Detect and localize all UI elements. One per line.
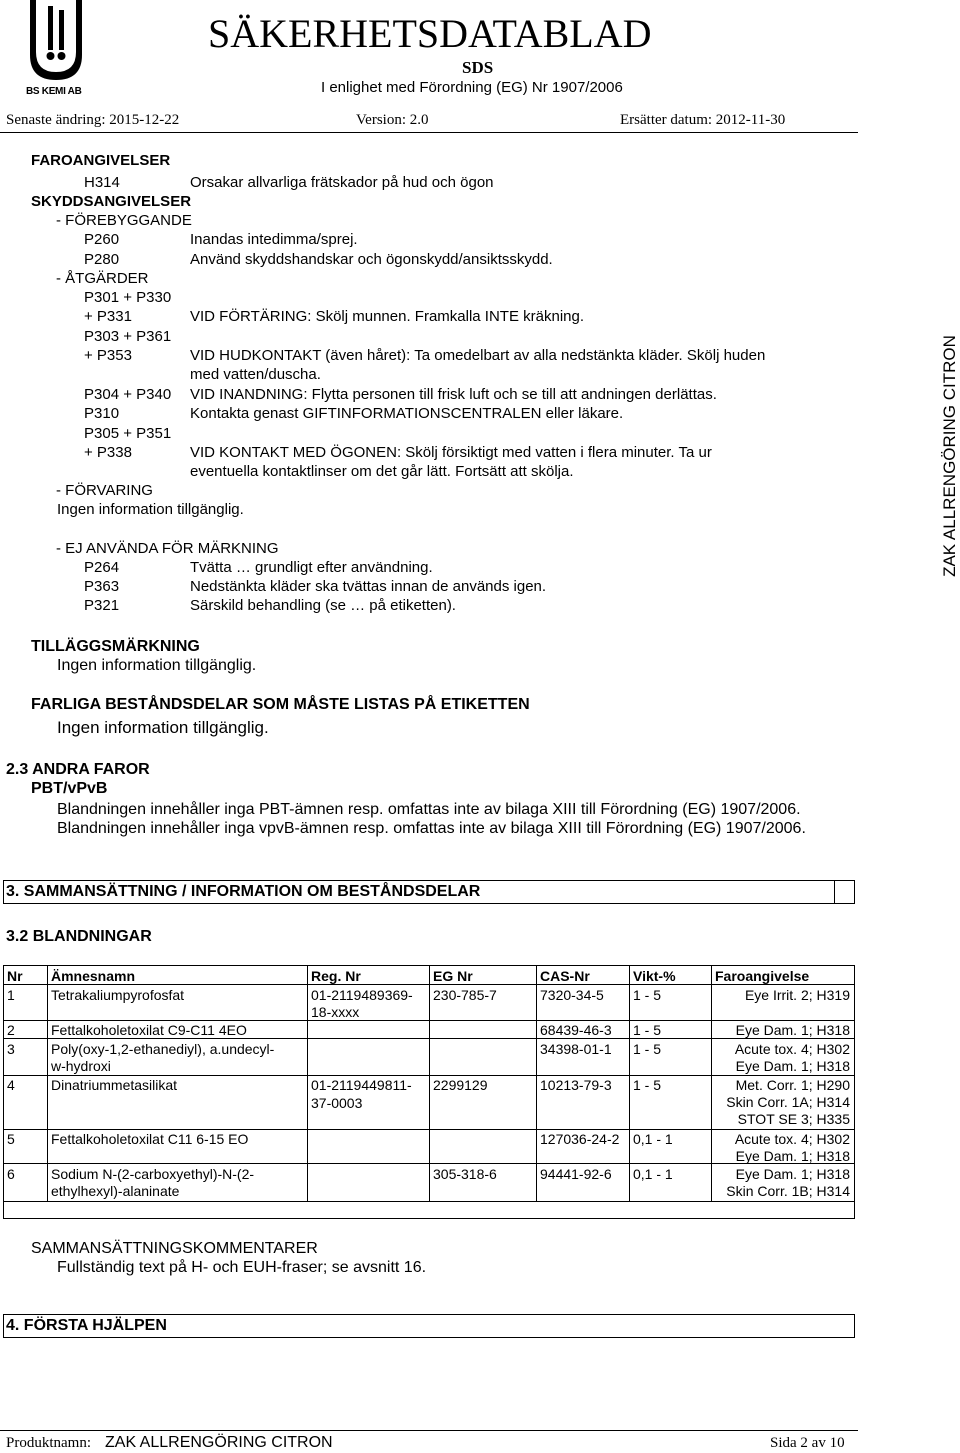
p310-text: Kontakta genast GIFTINFORMATIONSCENTRALEN eller läkare. (190, 405, 624, 422)
last-change-date: Senaste ändring: 2015-12-22 (6, 112, 180, 128)
col-header-name: Ämnesnamn (51, 968, 136, 984)
table-cell-eg: 305-318-6 (433, 1166, 497, 1182)
col-header-hazard: Faroangivelse (715, 968, 810, 984)
table-cell-cas: 34398-01-1 (540, 1041, 612, 1057)
precaution-heading: SKYDDSANGIVELSER (31, 193, 192, 210)
p303-text-1: VID HUDKONTAKT (även håret): Ta omedelbart av alla nedstänkta kläder. Skölj huden (190, 347, 766, 364)
col-header-eg: EG Nr (433, 968, 473, 984)
table-cell-nr: 5 (7, 1131, 15, 1147)
not-label-heading: - EJ ANVÄNDA FÖR MÄRKNING (56, 540, 279, 557)
p305-text-2: eventuella kontaktlinser om det går lätt. Fortsätt att skölja. (190, 463, 574, 480)
table-cell-name: Dinatriummetasilikat (51, 1077, 178, 1093)
document-title: SÄKERHETSDATABLAD (208, 11, 652, 56)
footer-rule (0, 1430, 858, 1431)
p363-code: P363 (84, 578, 120, 595)
p280-code: P280 (84, 251, 120, 268)
col-header-reg: Reg. Nr (311, 968, 361, 984)
p301-code-a: P301 + P330 (84, 289, 172, 306)
supplementary-heading: TILLÄGGSMÄRKNING (31, 638, 200, 655)
logo-graphic (26, 0, 86, 88)
table-cell-hazard: Eye Dam. 1; H318 (735, 1166, 850, 1182)
table-cell-nr: 6 (7, 1166, 15, 1182)
p303-code-b: + P353 (84, 347, 132, 364)
table-cell-reg: 01-2119449811- (311, 1077, 412, 1093)
p304-code: P304 + P340 (84, 386, 172, 403)
col-header-weight: Vikt-% (633, 968, 676, 984)
col-header-nr: Nr (7, 968, 23, 984)
table-col-rule-1 (47, 965, 48, 1202)
components-text: Ingen information tillgänglig. (57, 718, 269, 737)
table-cell-weight: 1 - 5 (633, 1077, 662, 1093)
p301-text: VID FÖRTÄRING: Skölj munnen. Framkalla INTE kräkning. (190, 308, 584, 325)
table-cell-weight: 1 - 5 (633, 1041, 662, 1057)
table-cell-name: Fettalkoholetoxilat C9-C11 4EO (51, 1022, 247, 1038)
table-cell-name: Sodium N-(2-carboxyethyl)-N-(2- (51, 1166, 255, 1182)
supplementary-text: Ingen information tillgänglig. (57, 657, 257, 674)
table-cell-nr: 3 (7, 1041, 15, 1057)
h-text: Orsakar allvarliga frätskador på hud och ögon (190, 174, 494, 191)
section-3-heading: 3. SAMMANSÄTTNING / INFORMATION OM BESTÅNDSDELAR (6, 883, 481, 900)
table-cell-weight: 1 - 5 (633, 987, 662, 1003)
replaces-date: Ersätter datum: 2012-11-30 (620, 112, 786, 128)
table-cell-weight: 1 - 5 (633, 1022, 662, 1038)
p305-code-b: + P338 (84, 444, 132, 461)
response-heading: - ÅTGÄRDER (56, 270, 149, 287)
table-cell-cas: 127036-24-2 (540, 1131, 620, 1147)
table-cell-name-cont: w-hydroxi (51, 1058, 111, 1074)
table-cell-name: Poly(oxy-1,2-ethanediyl), a.undecyl- (51, 1041, 275, 1057)
table-cell-cas: 10213-79-3 (540, 1077, 612, 1093)
p321-text: Särskild behandling (se … på etiketten). (190, 597, 456, 614)
version-label: Version: 2.0 (356, 112, 429, 128)
h-code: H314 (84, 174, 120, 191)
table-cell-hazard: Acute tox. 4; H302 (734, 1041, 850, 1057)
table-col-rule-2 (307, 965, 308, 1202)
document-subtitle: SDS (462, 58, 494, 77)
footer-product-label: Produktnamn: (6, 1435, 91, 1451)
section-4-heading: 4. FÖRSTA HJÄLPEN (6, 1317, 167, 1334)
table-col-rule-4 (536, 965, 537, 1202)
table-cell-cas: 94441-92-6 (540, 1166, 612, 1182)
table-cell-hazard: Met. Corr. 1; H290 (735, 1077, 850, 1093)
header-rule (0, 132, 858, 133)
table-cell-nr: 4 (7, 1077, 15, 1093)
p321-code: P321 (84, 597, 120, 614)
pbt-heading: PBT/vPvB (31, 780, 108, 797)
table-cell-hazard: Eye Irrit. 2; H319 (744, 987, 850, 1003)
pbt-line-2: Blandningen innehåller inga vpvB-ämnen resp. omfattas inte av bilaga XIII till Förordning (EG) 1907/2006. (57, 820, 806, 837)
table-cell-cas: 68439-46-3 (540, 1022, 612, 1038)
p303-text-2: med vatten/duscha. (190, 366, 321, 383)
table-cell-cas: 7320-34-5 (540, 987, 604, 1003)
side-product-text: ZAK ALLRENGÖRING CITRON (940, 335, 959, 577)
blend-heading: 3.2 BLANDNINGAR (6, 928, 152, 945)
storage-heading: - FÖRVARING (56, 482, 153, 499)
company-logo (26, 0, 86, 100)
table-cell-hazard-2: Skin Corr. 1B; H314 (726, 1183, 850, 1199)
storage-text: Ingen information tillgänglig. (57, 501, 244, 518)
p260-code: P260 (84, 231, 120, 248)
table-cell-hazard-2: Skin Corr. 1A; H314 (726, 1094, 850, 1110)
logo-text: BS KEMI AB (26, 86, 82, 97)
table-cell-hazard: Acute tox. 4; H302 (734, 1131, 850, 1147)
other-hazards-heading: 2.3 ANDRA FAROR (6, 761, 150, 778)
table-cell-reg-cont: 37-0003 (311, 1095, 363, 1111)
components-heading: FARLIGA BESTÅNDSDELAR SOM MÅSTE LISTAS PÅ ETIKETTEN (31, 696, 530, 713)
table-cell-eg: 2299129 (433, 1077, 488, 1093)
table-cell-nr: 1 (7, 987, 15, 1003)
p301-code-b: + P331 (84, 308, 132, 325)
regulation-text: I enlighet med Förordning (EG) Nr 1907/2006 (321, 79, 623, 96)
table-col-rule-3 (429, 965, 430, 1202)
p363-text: Nedstänkta kläder ska tvättas innan de används igen. (190, 578, 547, 595)
table-cell-hazard: Eye Dam. 1; H318 (735, 1022, 850, 1038)
composition-comments-heading: SAMMANSÄTTNINGSKOMMENTARER (31, 1240, 318, 1257)
table-cell-name: Fettalkoholetoxilat C11 6-15 EO (51, 1131, 249, 1147)
p305-text-1: VID KONTAKT MED ÖGONEN: Skölj försiktigt med vatten i flera minuter. Ta ur (190, 444, 712, 461)
p264-code: P264 (84, 559, 120, 576)
table-cell-nr: 2 (7, 1022, 15, 1038)
table-cell-weight: 0,1 - 1 (633, 1131, 673, 1147)
table-cell-reg: 01-2119489369- (311, 987, 413, 1003)
p303-code-a: P303 + P361 (84, 328, 172, 345)
table-cell-hazard-2: Eye Dam. 1; H318 (735, 1058, 850, 1074)
section-3-header-divider (834, 880, 835, 903)
hazard-heading: FAROANGIVELSER (31, 152, 171, 169)
p260-text: Inandas intedimma/sprej. (190, 231, 358, 248)
table-cell-hazard-2: Eye Dam. 1; H318 (735, 1148, 850, 1164)
table-cell-hazard-3: STOT SE 3; H335 (737, 1111, 850, 1127)
side-product-name (940, 317, 960, 595)
p304-text: VID INANDNING: Flytta personen till frisk luft och se till att andningen derlättas. (190, 386, 717, 403)
footer-page-number: Sida 2 av 10 (770, 1435, 845, 1451)
table-cell-name-cont: ethylhexyl)-alaninate (51, 1183, 180, 1199)
table-cell-weight: 0,1 - 1 (633, 1166, 673, 1182)
p305-code-a: P305 + P351 (84, 425, 172, 442)
prevention-heading: - FÖREBYGGANDE (56, 212, 192, 229)
p264-text: Tvätta … grundligt efter användning. (190, 559, 433, 576)
p280-text: Använd skyddshandskar och ögonskydd/ansiktsskydd. (190, 251, 553, 268)
table-col-rule-5 (629, 965, 630, 1202)
p310-code: P310 (84, 405, 120, 422)
table-cell-reg-cont: 18-xxxx (311, 1004, 360, 1020)
table-cell-name: Tetrakaliumpyrofosfat (51, 987, 185, 1003)
composition-comments-text: Fullständig text på H- och EUH-fraser; se avsnitt 16. (57, 1259, 427, 1276)
col-header-cas: CAS-Nr (540, 968, 590, 984)
table-cell-eg: 230-785-7 (433, 987, 497, 1003)
footer-product-name: ZAK ALLRENGÖRING CITRON (105, 1434, 333, 1451)
pbt-line-1: Blandningen innehåller inga PBT-ämnen resp. omfattas inte av bilaga XIII till Förordning (EG) 1907/2006. (57, 801, 801, 818)
